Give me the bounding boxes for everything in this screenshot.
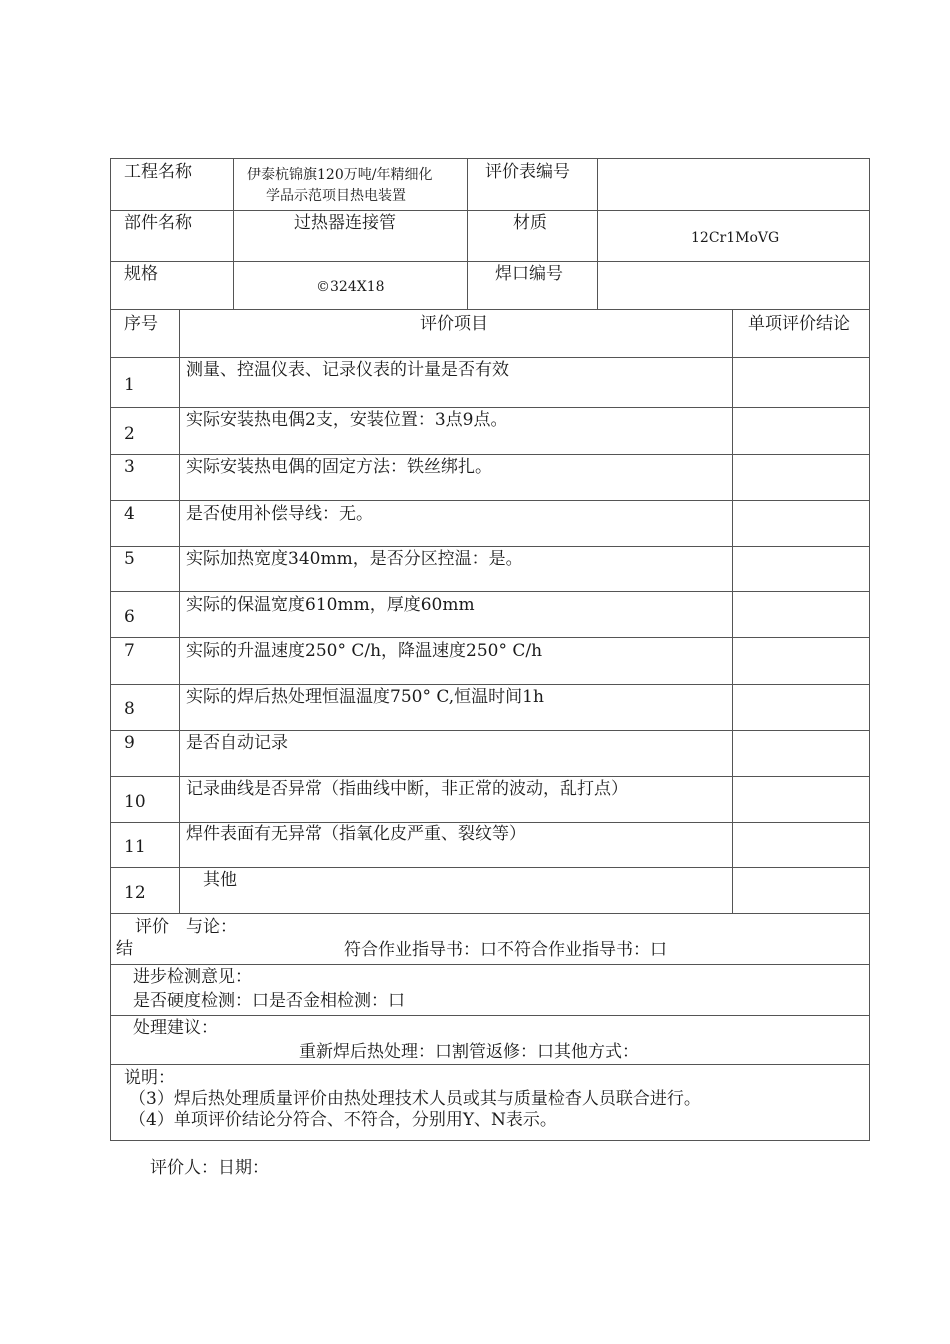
row-10-no: 10 bbox=[124, 792, 146, 812]
row-6-item: 实际的保温宽度610mm，厚度60mm bbox=[186, 595, 475, 615]
conclusion-text-1: 与论： bbox=[186, 917, 237, 937]
row-5-no: 5 bbox=[124, 549, 135, 569]
row-divider bbox=[111, 964, 869, 965]
column-header-result: 单项评价结论 bbox=[748, 314, 850, 334]
evaluator-date-line: 评价人：日期： bbox=[150, 1158, 269, 1178]
row-3-no: 3 bbox=[124, 457, 135, 477]
row-2-item: 实际安装热电偶2支，安装位置：3点9点。 bbox=[186, 410, 508, 430]
part-name-value: 过热器连接管 bbox=[294, 213, 396, 233]
conclusion-text-2: 符合作业指导书：口不符合作业指导书：口 bbox=[344, 940, 667, 960]
suggestion-title: 处理建议： bbox=[133, 1018, 218, 1038]
conclusion-label-2: 结 bbox=[116, 939, 133, 959]
project-name-line-2: 学品示范项目热电装置 bbox=[266, 188, 406, 204]
conclusion-label-1: 评价 bbox=[135, 917, 169, 937]
col-divider bbox=[233, 159, 234, 309]
row-7-item: 实际的升温速度250° C/h，降温速度250° C/h bbox=[186, 641, 543, 661]
row-divider bbox=[111, 210, 869, 211]
further-inspection-title: 进步检测意见： bbox=[133, 967, 252, 987]
col-divider bbox=[597, 159, 598, 309]
evaluation-form-table bbox=[110, 158, 870, 1141]
row-divider bbox=[111, 309, 869, 310]
project-name-line-1: 伊泰杭锦旗120万吨/年精细化 bbox=[247, 167, 433, 183]
col-divider bbox=[179, 309, 180, 914]
row-6-no: 6 bbox=[124, 607, 135, 627]
row-11-no: 11 bbox=[124, 837, 146, 857]
row-1-no: 1 bbox=[124, 375, 135, 395]
col-divider bbox=[467, 159, 468, 309]
spec-value: ©324X18 bbox=[316, 279, 385, 295]
row-1-item: 测量、控温仪表、记录仪表的计量是否有效 bbox=[186, 360, 509, 380]
row-12-item: 其他 bbox=[203, 870, 237, 890]
notes-line-2: （4）单项评价结论分符合、不符合，分别用Y、N表示。 bbox=[129, 1110, 557, 1130]
row-divider bbox=[111, 546, 869, 547]
form-number-label: 评价表编号 bbox=[485, 162, 570, 182]
row-9-item: 是否自动记录 bbox=[186, 733, 288, 753]
notes-line-1: （3）焊后热处理质量评价由热处理技术人员或其与质量检杳人员联合进行。 bbox=[129, 1089, 701, 1109]
row-9-no: 9 bbox=[124, 733, 135, 753]
column-header-item: 评价项目 bbox=[420, 314, 488, 334]
row-divider bbox=[111, 776, 869, 777]
row-divider bbox=[111, 1015, 869, 1016]
row-divider bbox=[111, 591, 869, 592]
row-4-no: 4 bbox=[124, 504, 135, 524]
col-divider bbox=[732, 309, 733, 914]
notes-title: 说明： bbox=[124, 1068, 175, 1088]
row-divider bbox=[111, 1064, 869, 1065]
row-divider bbox=[111, 407, 869, 408]
row-divider bbox=[111, 913, 869, 914]
further-inspection-options: 是否硬度检测：口是否金相检测：口 bbox=[133, 991, 405, 1011]
row-5-item: 实际加热宽度340mm，是否分区控温：是。 bbox=[186, 549, 523, 569]
row-3-item: 实际安装热电偶的固定方法：铁丝绑扎。 bbox=[186, 457, 492, 477]
row-divider bbox=[111, 454, 869, 455]
weld-number-label: 焊口编号 bbox=[495, 264, 563, 284]
row-divider bbox=[111, 867, 869, 868]
row-divider bbox=[111, 500, 869, 501]
project-name-label: 工程名称 bbox=[124, 162, 192, 182]
row-divider bbox=[111, 684, 869, 685]
column-header-no: 序号 bbox=[124, 314, 158, 334]
row-12-no: 12 bbox=[124, 883, 146, 903]
row-11-item: 焊件表面有无异常（指氧化皮严重、裂纹等） bbox=[186, 824, 526, 844]
row-2-no: 2 bbox=[124, 424, 135, 444]
part-name-label: 部件名称 bbox=[124, 213, 192, 233]
row-divider bbox=[111, 730, 869, 731]
row-8-no: 8 bbox=[124, 699, 135, 719]
row-4-item: 是否使用补偿导线：无。 bbox=[186, 504, 373, 524]
material-value: 12Cr1MoVG bbox=[691, 230, 780, 246]
row-divider bbox=[111, 261, 869, 262]
suggestion-options: 重新焊后热处理：口割管返修：口其他方式： bbox=[299, 1042, 639, 1062]
row-divider bbox=[111, 357, 869, 358]
spec-label: 规格 bbox=[124, 264, 158, 284]
row-7-no: 7 bbox=[124, 641, 135, 661]
row-divider bbox=[111, 822, 869, 823]
material-label: 材质 bbox=[513, 213, 547, 233]
row-divider bbox=[111, 637, 869, 638]
row-10-item: 记录曲线是否异常（指曲线中断，非正常的波动，乱打点） bbox=[186, 779, 628, 799]
row-8-item: 实际的焊后热处理恒温温度750° C,恒温时间1h bbox=[186, 687, 544, 707]
